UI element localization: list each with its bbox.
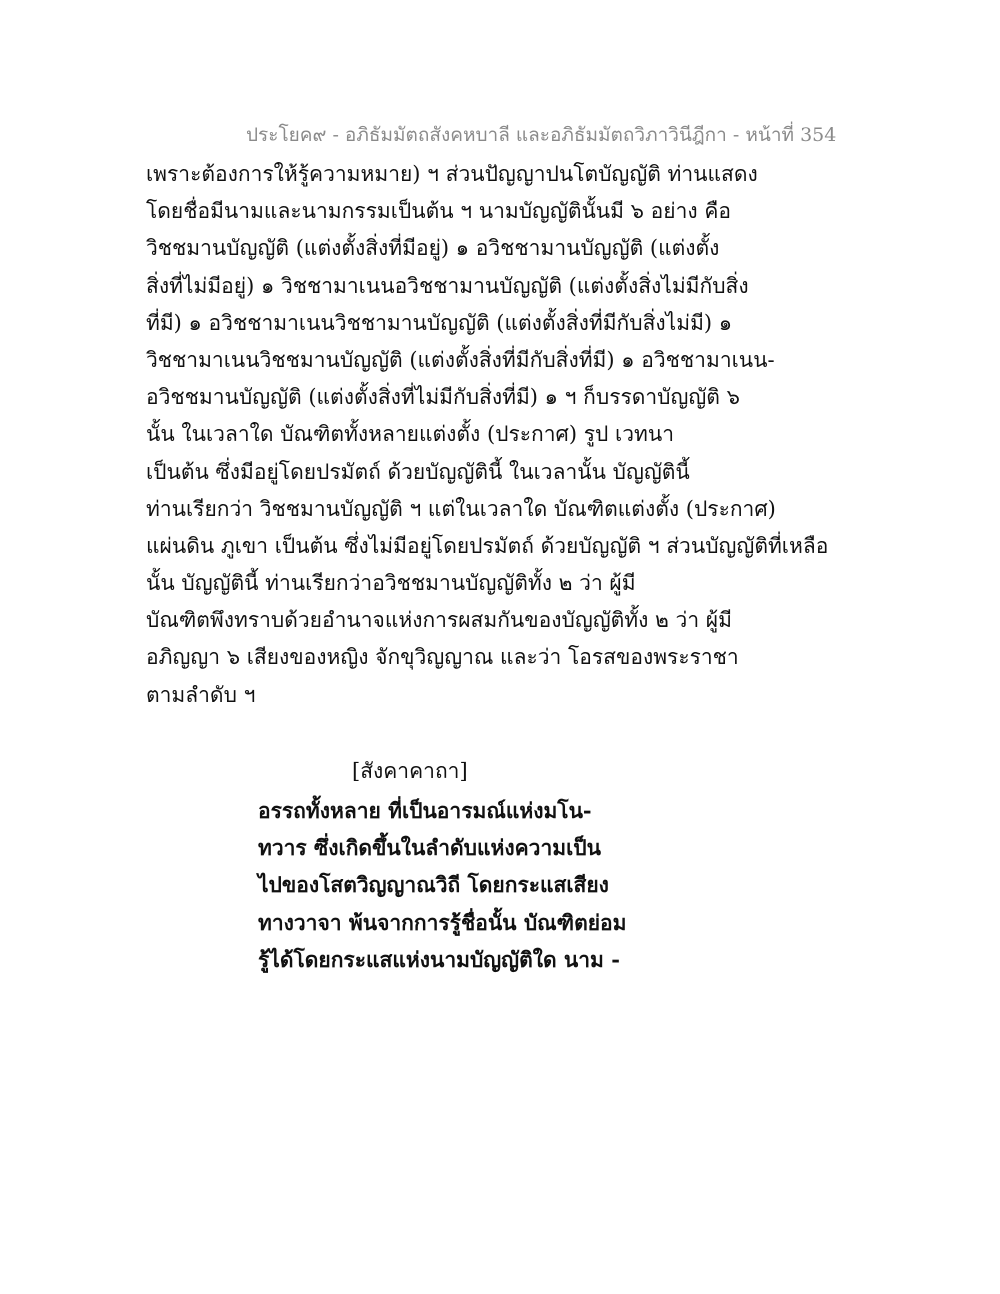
verse-line: ไปของโสตวิญญาณวิถี โดยกระแสเสียง [258,872,609,898]
verse-line: ทางวาจา พ้นจากการรู้ชื่อนั้น บัณฑิตย่อม [258,909,627,935]
body-line: ที่มี) ๑ อวิชชามาเนนวิชชามานบัญญัติ (แต่งตั้งสิ่งที่มีกับสิ่งไม่มี) ๑ [146,310,733,335]
verse-line: รู้ได้โดยกระแสแห่งนามบัญญัติใด นาม - [258,946,620,972]
body-line: แผ่นดิน ภูเขา เป็นต้น ซึ่งไม่มีอยู่โดยปรมัตถ์ ด้วยบัญญัติ ฯ ส่วนบัญญัติที่เหลือ [146,533,829,558]
body-line: วิชชามาเนนวิชชมานบัญญัติ (แต่งตั้งสิ่งที่มีกับสิ่งที่มี) ๑ อวิชชามาเนน- [146,347,775,372]
section-heading: [สังคาคาถา] [352,759,468,783]
body-line: โดยชื่อมีนามและนามกรรมเป็นต้น ฯ นามบัญญัตินั้นมี ๖ อย่าง คือ [146,199,731,224]
body-line: อภิญญา ๖ เสียงของหญิง จักขุวิญญาณ และว่า โอรสของพระราชา [146,645,739,670]
verse-line: อรรถทั้งหลาย ที่เป็นอารมณ์แห่งมโน- [258,798,592,823]
body-line: สิ่งที่ไม่มีอยู่) ๑ วิชชามาเนนอวิชชามานบัญญัติ (แต่งตั้งสิ่งไม่มีกับสิ่ง [146,273,749,298]
body-line: บัณฑิตพึงทราบด้วยอำนาจแห่งการผสมกันของบัญญัติทั้ง ๒ ว่า ผู้มี [146,608,732,633]
running-header: ประโยค๙ - อภิธัมมัตถสังคหบาลี และอภิธัมมัตถวิภาวินีฎีกา - หน้าที่ 354 [246,124,837,146]
body-line: อวิชชมานบัญญัติ (แต่งตั้งสิ่งที่ไม่มีกับสิ่งที่มี) ๑ ฯ ก็บรรดาบัญญัติ ๖ [146,385,740,410]
body-line: เพราะต้องการให้รู้ความหมาย) ฯ ส่วนปัญญาปนโตบัญญัติ ท่านแสดง [146,162,758,186]
verse-block [258,792,818,978]
body-line: เป็นต้น ซึ่งมีอยู่โดยปรมัตถ์ ด้วยบัญญัตินี้ ในเวลานั้น บัญญัตินี้ [146,459,690,484]
body-line: ตามลำดับ ฯ [146,682,256,707]
body-paragraph [146,156,866,714]
body-line: วิชชมานบัญญัติ (แต่งตั้งสิ่งที่มีอยู่) ๑ อวิชชามานบัญญัติ (แต่งตั้ง [146,236,720,261]
body-line: นั้น ในเวลาใด บัณฑิตทั้งหลายแต่งตั้ง (ประกาศ) รูป เวทนา [146,422,675,447]
body-line: ท่านเรียกว่า วิชชมานบัญญัติ ฯ แต่ในเวลาใด บัณฑิตแต่งตั้ง (ประกาศ) [146,496,776,521]
body-line: นั้น บัญญัตินี้ ท่านเรียกว่าอวิชชมานบัญญัติทั้ง ๒ ว่า ผู้มี [146,571,636,596]
verse-line: ทวาร ซึ่งเกิดขึ้นในลำดับแห่งความเป็น [258,835,601,861]
